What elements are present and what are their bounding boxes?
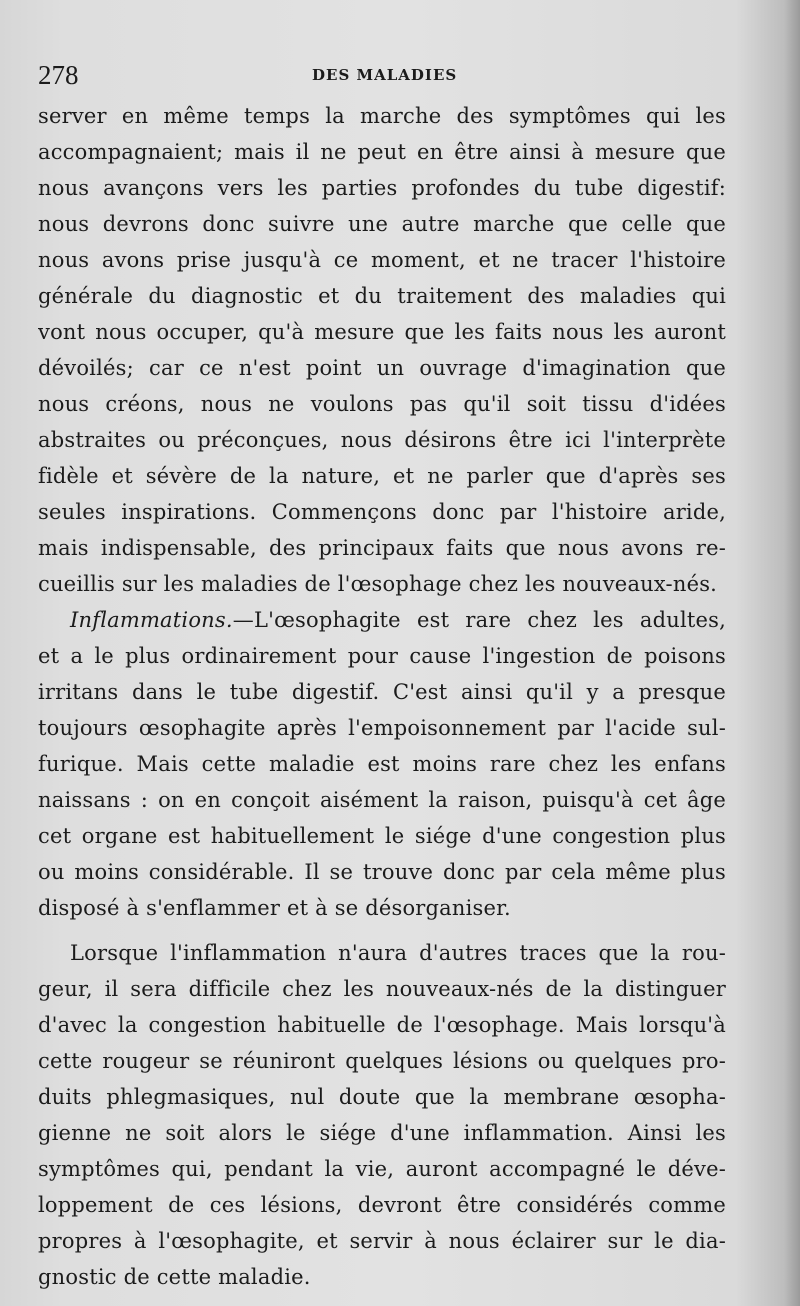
- text-line: [38, 602, 726, 638]
- text-line: nous créons, nous ne voulons pas qu'il soit tissu d'idées: [38, 392, 726, 416]
- text-line: irritans dans le tube digestif. C'est ainsi qu'il y a presque: [38, 680, 726, 704]
- text-line: dévoilés; car ce n'est point un ouvrage d'imagination que: [38, 356, 726, 380]
- text-line: et a le plus ordinairement pour cause l'ingestion de poisons: [38, 644, 726, 668]
- text-line: geur, il sera difficile chez les nouveaux-nés de la distinguer: [38, 977, 726, 1001]
- page-number: 278: [38, 60, 79, 90]
- text-line: nous avons prise jusqu'à ce moment, et ne tracer l'histoire: [38, 248, 726, 272]
- paragraph-diagnosis: [38, 935, 726, 1295]
- text-line: vont nous occuper, qu'à mesure que les faits nous les auront: [38, 320, 726, 344]
- text-fragment: —L'œsophagite est rare chez les adultes,: [232, 608, 726, 632]
- text-line: naissans : on en conçoit aisément la raison, puisqu'à cet âge: [38, 788, 726, 812]
- text-line: cette rougeur se réuniront quelques lésions ou quelques pro-: [38, 1049, 726, 1073]
- text-line: nous avançons vers les parties profondes du tube digestif:: [38, 176, 726, 200]
- text-line: server en même temps la marche des symptômes qui les: [38, 104, 726, 128]
- paragraph-inflammations: [38, 602, 726, 926]
- running-title: DES MALADIES: [312, 66, 458, 84]
- text-line: seules inspirations. Commençons donc par l'histoire aride,: [38, 500, 726, 524]
- text-line: mais indispensable, des principaux faits que nous avons re-: [38, 536, 726, 560]
- body-text: [38, 98, 726, 1295]
- text-line: cueillis sur les maladies de l'œsophage chez les nouveaux-nés.: [38, 572, 718, 596]
- text-line: ou moins considérable. Il se trouve donc par cela même plus: [38, 860, 726, 884]
- text-line: nous devrons donc suivre une autre marche que celle que: [38, 212, 726, 236]
- paragraph-gap: [38, 926, 726, 935]
- text-line: abstraites ou préconçues, nous désirons être ici l'interprète: [38, 428, 726, 452]
- text-line: loppement de ces lésions, devront être considérés comme: [38, 1193, 726, 1217]
- text-line: propres à l'œsophagite, et servir à nous éclairer sur le dia-: [38, 1229, 726, 1253]
- text-line: disposé à s'enflammer et à se désorganiser.: [38, 896, 511, 920]
- text-line: symptômes qui, pendant la vie, auront accompagné le déve-: [38, 1157, 726, 1181]
- text-line: d'avec la congestion habituelle de l'œsophage. Mais lorsqu'à: [38, 1013, 726, 1037]
- text-line: duits phlegmasiques, nul doute que la membrane œsopha-: [38, 1085, 726, 1109]
- text-line: gienne ne soit alors le siége d'une inflammation. Ainsi les: [38, 1121, 726, 1145]
- text-line: furique. Mais cette maladie est moins rare chez les enfans: [38, 752, 726, 776]
- text-line: accompagnaient; mais il ne peut en être ainsi à mesure que: [38, 140, 726, 164]
- page-header: [38, 58, 728, 92]
- text-line: générale du diagnostic et du traitement des maladies qui: [38, 284, 726, 308]
- paragraph-continuation: [38, 98, 726, 602]
- text-line: fidèle et sévère de la nature, et ne parler que d'après ses: [38, 464, 726, 488]
- text-line: toujours œsophagite après l'empoisonnement par l'acide sul-: [38, 716, 726, 740]
- text-line: Lorsque l'inflammation n'aura d'autres traces que la rou-: [70, 941, 726, 965]
- text-line: cet organe est habituellement le siége d'une congestion plus: [38, 824, 726, 848]
- text-line: gnostic de cette maladie.: [38, 1265, 311, 1289]
- section-heading: Inflammations.: [70, 608, 233, 632]
